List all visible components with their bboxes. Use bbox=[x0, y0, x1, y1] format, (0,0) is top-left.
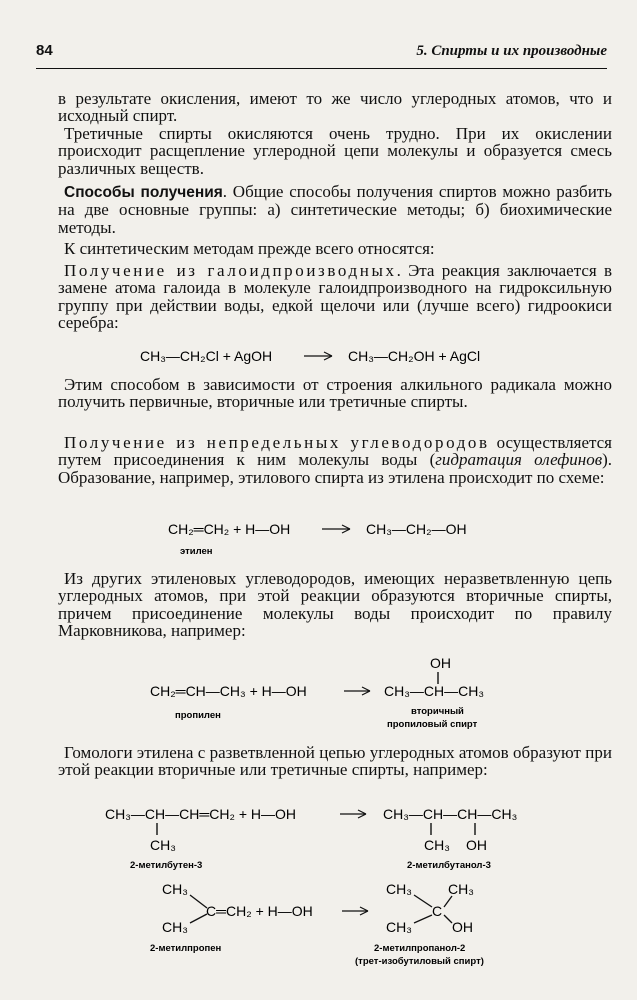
paragraph-1: в результате окисления, имеют то же число углеродных атомов, что и исходный спирт. bbox=[58, 89, 612, 126]
bond-line bbox=[190, 914, 207, 923]
arrow-icon bbox=[342, 907, 368, 915]
eq2-caption: этилен bbox=[180, 546, 213, 557]
eq4-product-branch-2: OH bbox=[466, 837, 487, 853]
eq5-ch3-top: CH₃ bbox=[162, 881, 188, 897]
section-heading: Способы получения bbox=[64, 184, 223, 201]
paragraph-2: Третичные спирты окисляются очень трудно. При их окислении происходит расщепление углеродной цепи молекулы и образуется смесь различных веществ. bbox=[58, 124, 612, 178]
paragraph-9: Гомологи этилена с разветвленной цепью углеродных атомов образуют при этой реакции вторичные или третичные спирты, например: bbox=[58, 743, 612, 780]
paragraph-6: Этим способом в зависимости от строения алкильного радикала можно получить первичные, вторичные или третичные спирты. bbox=[58, 375, 612, 412]
bond-line bbox=[190, 895, 207, 908]
eq4-reactants: CH₃—CH—CH═CH₂ + H—OH bbox=[105, 806, 297, 822]
eq2-products: CH₃—CH₂—OH bbox=[366, 521, 467, 537]
page-number: 84 bbox=[36, 42, 53, 59]
header-rule bbox=[36, 68, 607, 69]
eq3-caption-right-2: пропиловый спирт bbox=[387, 719, 478, 730]
paragraph-3: Способы получения. Общие способы получения спиртов можно разбить на две основные группы: а) синтетические методы; б) биохимические методы. bbox=[58, 182, 612, 237]
page-header bbox=[36, 40, 607, 62]
arrow-icon bbox=[304, 352, 332, 360]
eq1-products: CH₃—CH₂OH + AgCl bbox=[348, 348, 481, 364]
eq4-products: CH₃—CH—CH—CH₃ bbox=[383, 806, 518, 822]
eq1-reactants: CH₃—CH₂Cl + AgOH bbox=[140, 348, 273, 364]
eq5-caption-left: 2-метилпропен bbox=[150, 943, 222, 954]
bond-line bbox=[414, 915, 432, 923]
eq3-caption-right-1: вторичный bbox=[411, 706, 464, 717]
eq5-product-ch3-bottom: CH₃ bbox=[386, 919, 412, 935]
eq5-product-carbon: C bbox=[432, 903, 443, 919]
eq4-branch: CH₃ bbox=[150, 837, 176, 853]
eq5-caption-right-2: (трет-изобутиловый спирт) bbox=[355, 956, 484, 967]
spaced-heading-1: Получение из галоидпроизводных bbox=[64, 261, 397, 280]
equation-4 bbox=[0, 800, 637, 870]
eq5-product-ch3-top: CH₃ bbox=[386, 881, 412, 897]
running-head: 5. Спирты и их производные bbox=[416, 43, 607, 59]
equation-1 bbox=[0, 342, 637, 368]
eq2-reactants: CH₂═CH₂ + H—OH bbox=[168, 521, 291, 537]
paragraph-7: Получение из непредельных углеводородов осуществляется путем присоединения к ним молекулы воды (гидратация олефинов). Образование, например, этилового спирта из этилена происходит по схеме: bbox=[58, 433, 612, 487]
eq5-reactant-main: C═CH₂ + H—OH bbox=[206, 903, 313, 919]
equation-3 bbox=[0, 652, 637, 732]
eq3-reactants: CH₂═CH—CH₃ + H—OH bbox=[150, 683, 307, 699]
bond-line bbox=[444, 896, 452, 907]
eq4-caption-left: 2-метилбутен-3 bbox=[130, 860, 203, 870]
eq3-caption-left: пропилен bbox=[175, 710, 221, 721]
equation-2 bbox=[0, 512, 637, 560]
eq3-products: CH₃—CH—CH₃ bbox=[384, 683, 485, 699]
bond-line bbox=[414, 895, 432, 907]
equation-5 bbox=[0, 872, 637, 972]
arrow-icon bbox=[340, 810, 366, 818]
eq5-caption-right-1: 2-метилпропанол-2 bbox=[374, 943, 466, 954]
eq5-product-oh: OH bbox=[452, 919, 473, 935]
paragraph-8: Из других этиленовых углеводородов, имеющих неразветвленную цепь углеродных атомов, при этой реакции образуются вторичные спирты, причем присоединение молекулы воды происходит по правилу Марковникова, например: bbox=[58, 569, 612, 641]
bond-line bbox=[444, 915, 452, 923]
italic-term: гидратация олефинов bbox=[435, 450, 603, 470]
paragraph-4: К синтетическим методам прежде всего относятся: bbox=[64, 239, 435, 258]
eq5-product-ch3-right: CH₃ bbox=[448, 881, 474, 897]
paragraph-5: Получение из галоидпроизводных. Эта реакция заключается в замене атома галоида в молекуле галоидпроизводного на гидроксильную группу при действии воды, едкой щелочи или (лучше всего) гидроокиси серебра: bbox=[58, 261, 612, 333]
arrow-icon bbox=[322, 525, 350, 533]
eq4-caption-right: 2-метилбутанол-3 bbox=[407, 860, 491, 870]
spaced-heading-2: Получение из непредельных углеводородов bbox=[64, 433, 490, 452]
arrow-icon bbox=[344, 687, 370, 695]
eq3-oh: OH bbox=[430, 655, 451, 671]
eq4-product-branch-1: CH₃ bbox=[424, 837, 450, 853]
eq5-ch3-bottom: CH₃ bbox=[162, 919, 188, 935]
